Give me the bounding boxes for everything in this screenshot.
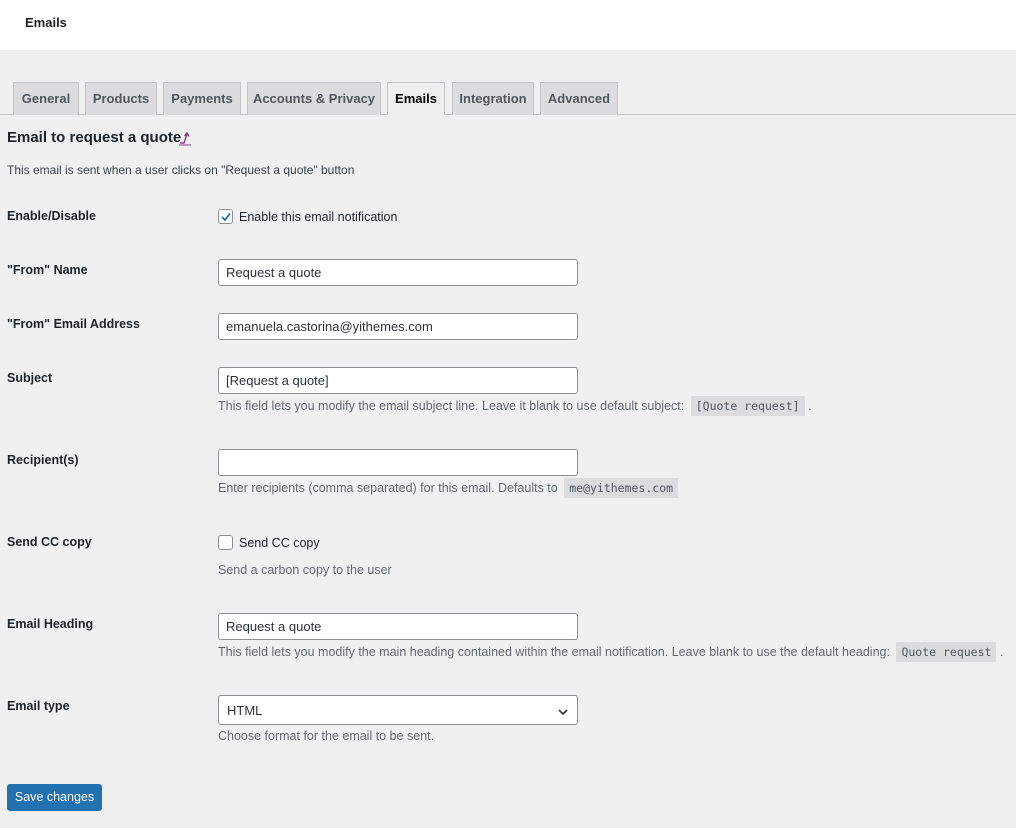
tab-integration[interactable]: Integration [452, 82, 534, 115]
send-cc-checkbox[interactable] [218, 535, 233, 550]
section-title: Email to request a quote [7, 129, 182, 146]
subject-input[interactable]: [Request a quote] [218, 367, 578, 394]
subject-label: Subject [7, 371, 53, 385]
recipients-default-code: me@yithemes.com [564, 478, 678, 498]
send-cc-checkbox-label[interactable]: Send CC copy [239, 536, 320, 550]
from-email-input[interactable]: emanuela.castorina@yithemes.com [218, 313, 578, 340]
save-changes-button[interactable]: Save changes [7, 784, 102, 811]
send-cc-help: Send a carbon copy to the user [218, 563, 392, 577]
tab-advanced[interactable]: Advanced [540, 82, 618, 115]
top-header [0, 0, 1016, 50]
recipients-help-text: Enter recipients (comma separated) for this email. Defaults to [218, 481, 558, 495]
heading-help-suffix: . [999, 645, 1004, 659]
chevron-down-icon [557, 705, 569, 720]
recipients-input[interactable] [218, 449, 578, 476]
email-heading-help [218, 645, 1003, 659]
enable-disable-label: Enable/Disable [7, 209, 96, 223]
from-name-input[interactable]: Request a quote [218, 259, 578, 286]
email-type-help: Choose format for the email to be sent. [218, 729, 435, 743]
email-heading-input[interactable]: Request a quote [218, 613, 578, 640]
tab-general[interactable]: General [13, 82, 79, 115]
email-heading-label: Email Heading [7, 617, 94, 631]
page-title: Emails [25, 15, 67, 30]
section-description: This email is sent when a user clicks on "Request a quote" button [7, 163, 355, 177]
tab-emails[interactable]: Emails [387, 82, 445, 115]
subject-help-suffix: . [808, 399, 812, 413]
subject-default-code: [Quote request] [691, 396, 805, 416]
heading-help-text: This field lets you modify the main heading contained within the email notification. Leave blank to use the default heading: [218, 645, 890, 659]
send-cc-label: Send CC copy [7, 535, 92, 549]
recipients-label: Recipient(s) [7, 453, 79, 467]
upward-arrow-icon[interactable] [177, 130, 193, 146]
settings-tabs [0, 82, 1016, 115]
email-type-value: HTML [227, 703, 263, 718]
tab-products[interactable]: Products [85, 82, 157, 115]
subject-help [218, 399, 812, 413]
from-name-label: "From" Name [7, 263, 88, 277]
email-type-select[interactable] [218, 695, 578, 725]
enable-notification-checkbox[interactable] [218, 209, 233, 224]
recipients-help [218, 481, 678, 495]
tab-payments[interactable]: Payments [163, 82, 241, 115]
heading-default-code: Quote request [896, 642, 996, 662]
email-type-label: Email type [7, 699, 70, 713]
subject-help-text: This field lets you modify the email subject line. Leave it blank to use default subject: [218, 399, 685, 413]
from-email-label: "From" Email Address [7, 317, 140, 331]
tab-accounts-privacy[interactable]: Accounts & Privacy [247, 82, 381, 115]
enable-notification-label[interactable]: Enable this email notification [239, 210, 398, 224]
